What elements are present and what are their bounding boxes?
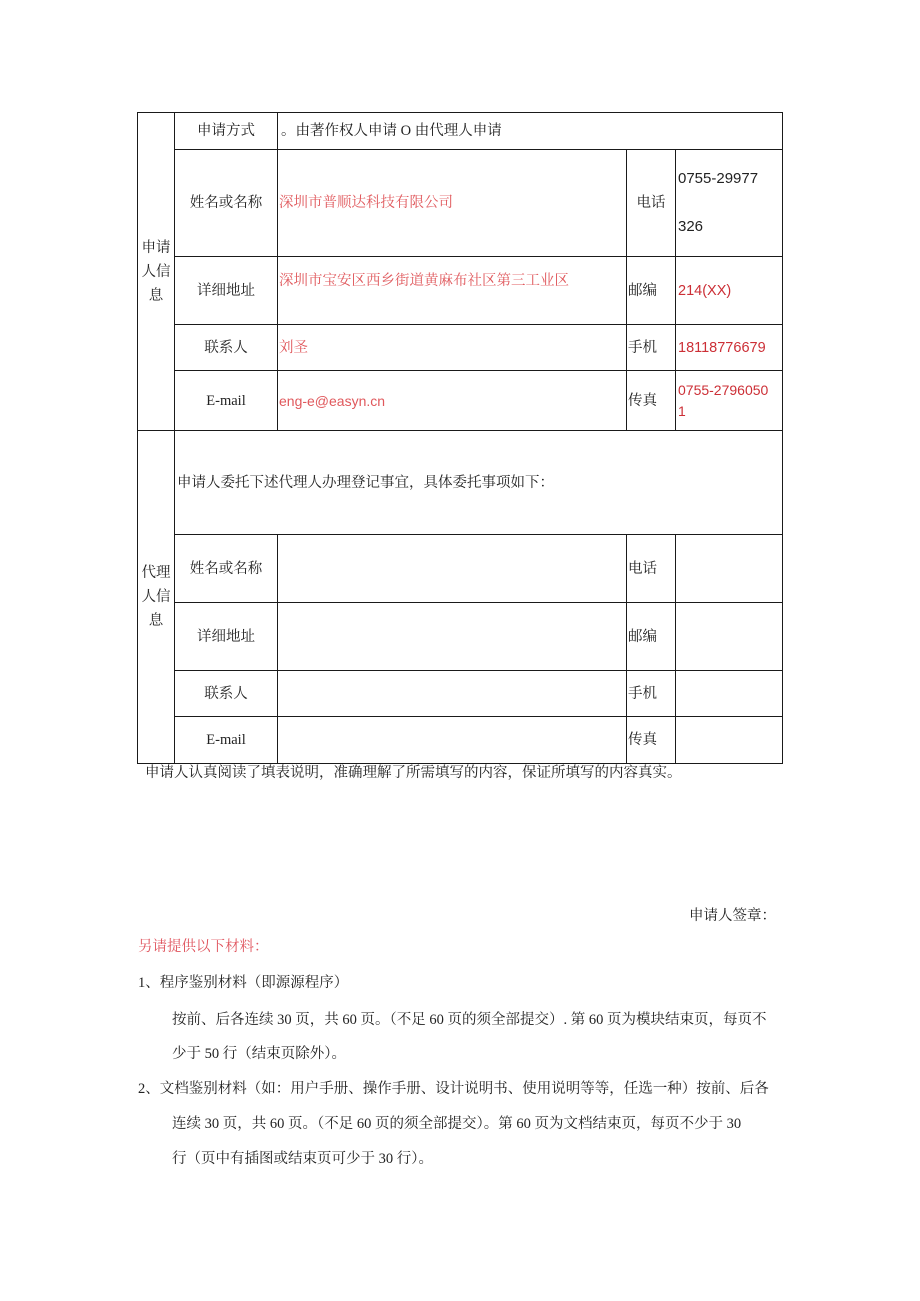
agent-section-cell (138, 431, 175, 764)
materials-item1-line: 按前、后各连续 30 页，共 60 页。（不足 60 页的须全部提交）. 第 60 页为模块结束页，每页不 (172, 1012, 767, 1028)
agent-email-label: E-mail (175, 717, 278, 764)
applicant-name-value: 深圳市普顺达科技有限公司 (278, 150, 627, 257)
application-form-table (137, 112, 783, 764)
signature-label: 申请人签章： (689, 908, 776, 924)
applicant-phone-value: 0755-29977326 (678, 170, 759, 235)
agent-email-value (278, 717, 627, 764)
declaration-text: 申请人认真阅读了填表说明，准确理解了所需填写的内容，保证所填写的内容真实。 (145, 765, 682, 781)
agent-mobile-value (676, 671, 783, 717)
applicant-fax-value: 0755-27960501 (678, 381, 769, 419)
agent-address-value (278, 603, 627, 671)
applicant-name-label: 姓名或名称 (175, 150, 278, 257)
agent-postcode-value (676, 603, 783, 671)
applicant-postcode-value: 214(XX) (676, 257, 783, 325)
materials-heading: 另请提供以下材料： (138, 939, 269, 955)
agent-address-label: 详细地址 (175, 603, 278, 671)
applicant-phone-label: 电话 (627, 150, 676, 257)
applicant-mobile-label: 手机 (627, 325, 676, 371)
agent-contact-label: 联系人 (175, 671, 278, 717)
agent-mobile-label: 手机 (627, 671, 676, 717)
agent-fax-value (676, 717, 783, 764)
agent-phone-label: 电话 (627, 535, 676, 603)
agent-name-label: 姓名或名称 (175, 535, 278, 603)
applicant-fax-label: 传真 (627, 371, 676, 431)
materials-item1-title: 1、程序鉴别材料（即源源程序） (138, 975, 349, 991)
applicant-section-cell (138, 113, 175, 431)
materials-item2-line: 连续 30 页，共 60 页。（不足 60 页的须全部提交）。第 60 页为文档结束页，每页不少于 30 (172, 1116, 742, 1132)
applicant-address-label: 详细地址 (175, 257, 278, 325)
materials-item1-line: 少于 50 行（结束页除外）。 (172, 1046, 346, 1062)
application-method-label: 申请方式 (175, 113, 278, 150)
applicant-postcode-label: 邮编 (627, 257, 676, 325)
applicant-phone-cell (676, 150, 783, 257)
applicant-section-label: 申请人信息 (141, 239, 171, 304)
agent-entrust-statement: 申请人委托下述代理人办理登记事宜，具体委托事项如下： (175, 431, 783, 535)
applicant-fax-cell (676, 371, 783, 431)
agent-postcode-label: 邮编 (627, 603, 676, 671)
applicant-contact-value: 刘圣 (278, 325, 627, 371)
agent-phone-value (676, 535, 783, 603)
agent-section-label: 代理人信息 (141, 565, 171, 629)
materials-item2-title: 2、文档鉴别材料（如：用户手册、操作手册、设计说明书、使用说明等等，任选一种）按前、后各 (138, 1081, 769, 1097)
applicant-contact-label: 联系人 (175, 325, 278, 371)
applicant-email-value: eng-e@easyn.cn (278, 371, 627, 431)
materials-item2-line: 行（页中有插图或结束页可少于 30 行）。 (172, 1151, 433, 1167)
applicant-email-label: E-mail (175, 371, 278, 431)
applicant-address-value: 深圳市宝安区西乡街道黄麻布社区第三工业区 (278, 257, 627, 325)
agent-name-value (278, 535, 627, 603)
application-method-options: 。由著作权人申请 O 由代理人申请 (278, 113, 783, 150)
agent-contact-value (278, 671, 627, 717)
agent-fax-label: 传真 (627, 717, 676, 764)
applicant-mobile-value: 18118776679 (676, 325, 783, 371)
